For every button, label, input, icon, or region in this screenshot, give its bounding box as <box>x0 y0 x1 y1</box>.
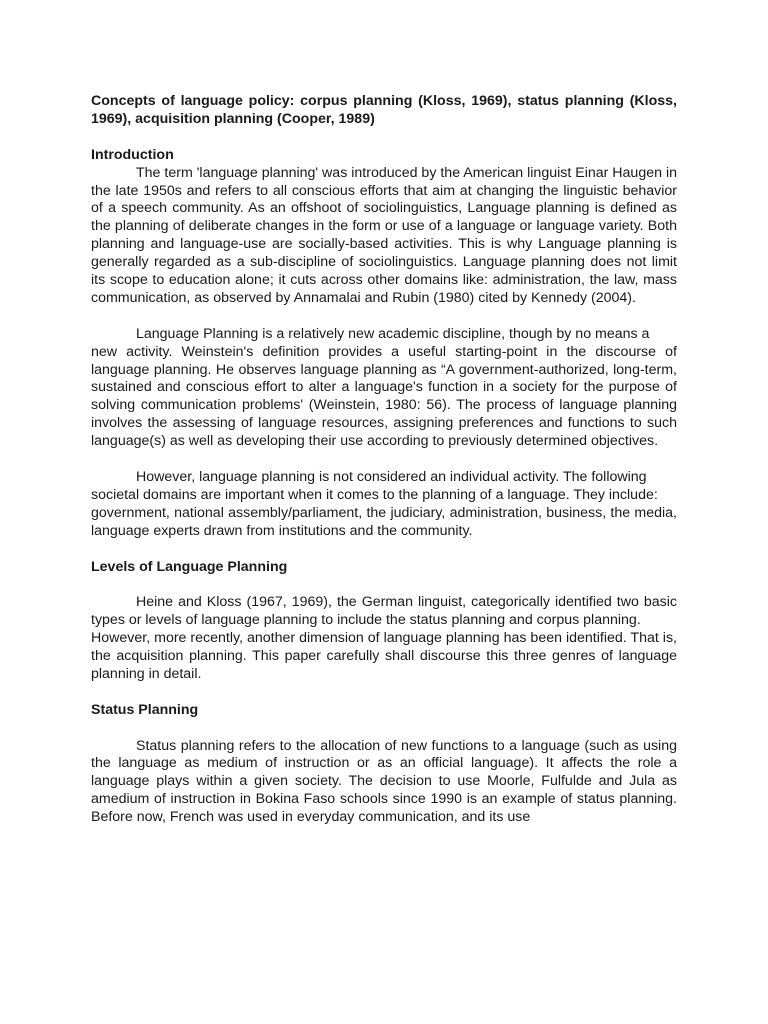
levels-paragraph-2: However, more recently, another dimension of language planning has been identified. That is, the acquisition planning. This paper carefully shall discourse this three genres of language planning in detail. <box>91 630 677 682</box>
document-title: Concepts of language policy: corpus planning (Kloss, 1969), status planning (Kloss, 1969), acquisition planning (Cooper, 1989) <box>91 93 677 127</box>
introduction-paragraph-3: government, national assembly/parliament, the judiciary, administration, business, the media, language experts drawn from institutions and the community. <box>91 504 677 539</box>
introduction-paragraph-2: new activity. Weinstein's definition provides a useful starting-point in the discourse of language planning. He observes language planning as “A government-authorized, long-term, sustained and conscious effort to alter a language's function in a society for the purpose of solving communication problems' (Weinstein, 1980: 56). The process of language planning involves the assessing of language resources, assigning preferences and functions to such language(s) as well as developing their use according to previously determined objectives. <box>91 343 677 450</box>
introduction-paragraph-3-second-line: societal domains are important when it comes to the planning of a language. They include: <box>91 486 658 503</box>
levels-paragraph-1: Heine and Kloss (1967, 1969), the German linguist, categorically identified two basic types or levels of language planning to include the status planning and corpus planning. <box>91 594 677 629</box>
introduction-paragraph-3-first-line: However, language planning is not considered an individual activity. The following <box>136 468 647 485</box>
levels-heading: Levels of Language Planning <box>91 558 288 575</box>
introduction-heading: Introduction <box>91 146 174 163</box>
introduction-paragraph-2-first-line: Language Planning is a relatively new academic discipline, though by no means a <box>136 325 650 342</box>
introduction-paragraph-1: The term 'language planning' was introduced by the American linguist Einar Haugen in the late 1950s and refers to all conscious efforts that aim at changing the linguistic behavior of a speech community. As an offshoot of sociolinguistics, Language planning is defined as the planning of deliberate changes in the form or use of a language or language variety. Both planning and language-use are socially-based activities. This is why Language planning is generally regarded as a sub-discipline of sociolinguistics. Language planning does not limit its scope to education alone; it cuts across other domains like: administration, the law, mass communication, as observed by Annamalai and Rubin (1980) cited by Kennedy (2004). <box>91 164 677 306</box>
document-page <box>91 93 677 827</box>
status-planning-heading: Status Planning <box>91 701 199 718</box>
status-planning-paragraph-1: Status planning refers to the allocation of new functions to a language (such as using the language as medium of instruction or as an official language). It affects the role a language plays within a given society. The decision to use Moorle, Fulfulde and Jula as amedium of instruction in Bokina Faso schools since 1990 is an example of status planning. Before now, French was used in everyday communication, and its use <box>91 737 677 826</box>
